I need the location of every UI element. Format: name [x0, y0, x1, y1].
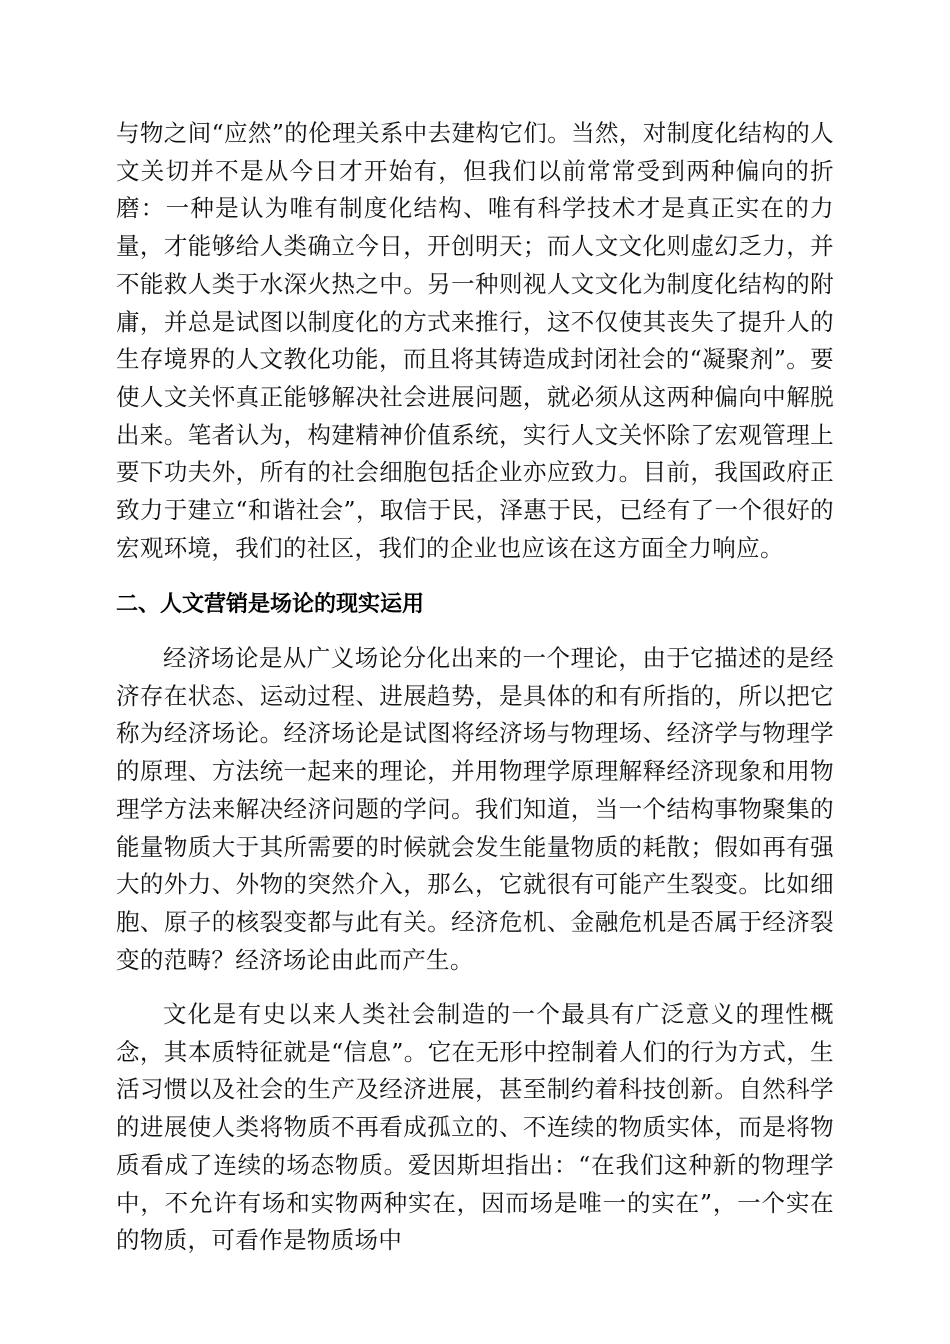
paragraph-3: 文化是有史以来人类社会制造的一个最具有广泛意义的理性概念，其本质特征就是“信息”。它在无形中控制着人们的行为方式，生活习惯以及社会的生产及经济进展，甚至制约着科技创新。自然科学的进展使人类将物质不再看成孤立的、不连续的物质实体，而是将物质看成了连续的场态物质。爱因斯坦指出：“在我们这种新的物理学中，不允许有场和实物两种实在，因而场是唯一的实在”，一个实在的物质，可看作是物质场中	[116, 1000, 834, 1255]
paragraph-1: 与物之间“应然”的伦理关系中去建构它们。当然，对制度化结构的人文关切并不是从今日才开始有，但我们以前常常受到两种偏向的折磨：一种是认为唯有制度化结构、唯有科学技术才是真正实在的力量，才能够给人类确立今日，开创明天；而人文文化则虚幻乏力，并不能救人类于水深火热之中。另一种则视人文文化为制度化结构的附庸，并总是试图以制度化的方式来推行，这不仅使其丧失了提升人的生存境界的人文教化功能，而且将其铸造成封闭社会的“凝聚剂”。要使人文关怀真正能够解决社会进展问题，就必须从这两种偏向中解脱出来。笔者认为，构建精神价值系统，实行人文关怀除了宏观管理上要下功夫外，所有的社会细胞包括企业亦应致力。目前，我国政府正致力于建立“和谐社会”，取信于民，泽惠于民，已经有了一个很好的宏观环境，我们的社区，我们的企业也应该在这方面全力响应。	[116, 119, 834, 562]
paragraph-2: 经济场论是从广义场论分化出来的一个理论，由于它描述的是经济存在状态、运动过程、进展趋势，是具体的和有所指的，所以把它称为经济场论。经济场论是试图将经济场与物理场、经济学与物理学的原理、方法统一起来的理论，并用物理学原理解释经济现象和用物理学方法来解决经济问题的学问。我们知道，当一个结构事物聚集的能量物质大于其所需要的时候就会发生能量物质的耗散；假如再有强大的外力、外物的突然介入，那么，它就很有可能产生裂变。比如细胞、原子的核裂变都与此有关。经济危机、金融危机是否属于经济裂变的范畴？经济场论由此而产生。	[116, 644, 834, 974]
section-heading: 二、人文营销是场论的现实运用	[116, 592, 425, 617]
